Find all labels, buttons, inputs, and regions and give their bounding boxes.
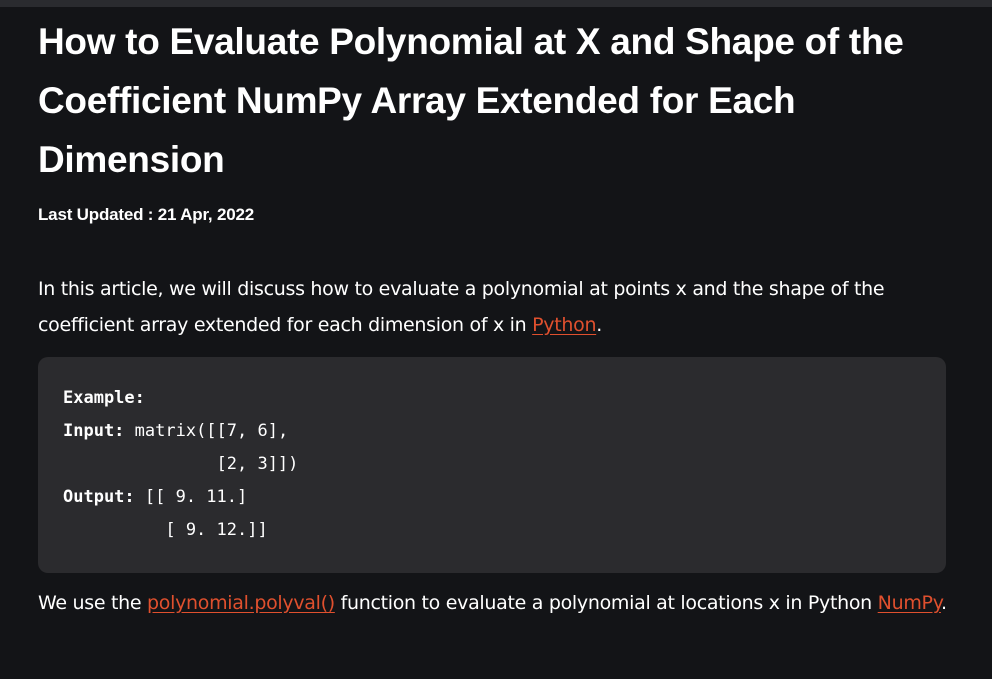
example-heading: Example: <box>63 388 145 408</box>
intro-text: In this article, we will discuss how to evaluate a polynomial at points x and the shape of the coefficient array extended for each dimension of x in <box>38 278 885 336</box>
python-link[interactable]: Python <box>532 314 597 336</box>
intro-end: . <box>596 314 602 336</box>
output-label: Output: <box>63 487 135 507</box>
outro-text-middle: function to evaluate a polynomial at locations x in Python <box>334 592 878 614</box>
input-value: matrix([[7, 6], <box>124 421 289 441</box>
polyval-link[interactable]: polynomial.polyval() <box>147 592 335 614</box>
top-border <box>0 0 992 7</box>
last-updated: Last Updated : 21 Apr, 2022 <box>38 205 254 224</box>
input-label: Input: <box>63 421 125 441</box>
code-line <box>63 415 946 448</box>
article-title: How to Evaluate Polynomial at X and Shape of the Coefficient NumPy Array Extended for Each Dimension <box>38 21 904 180</box>
code-line: [ 9. 12.]] <box>63 520 268 540</box>
code-line: [2, 3]]) <box>63 454 299 474</box>
outro-text: We use the <box>38 592 147 614</box>
example-code-block <box>38 357 946 573</box>
numpy-link[interactable]: NumPy <box>877 592 941 614</box>
code-line <box>63 481 946 514</box>
outro-end: . <box>940 592 947 614</box>
article <box>38 12 948 621</box>
output-value: [[ 9. 11.] <box>134 487 248 507</box>
intro-paragraph <box>38 271 948 343</box>
code-line <box>63 382 946 415</box>
outro-paragraph <box>38 585 948 621</box>
